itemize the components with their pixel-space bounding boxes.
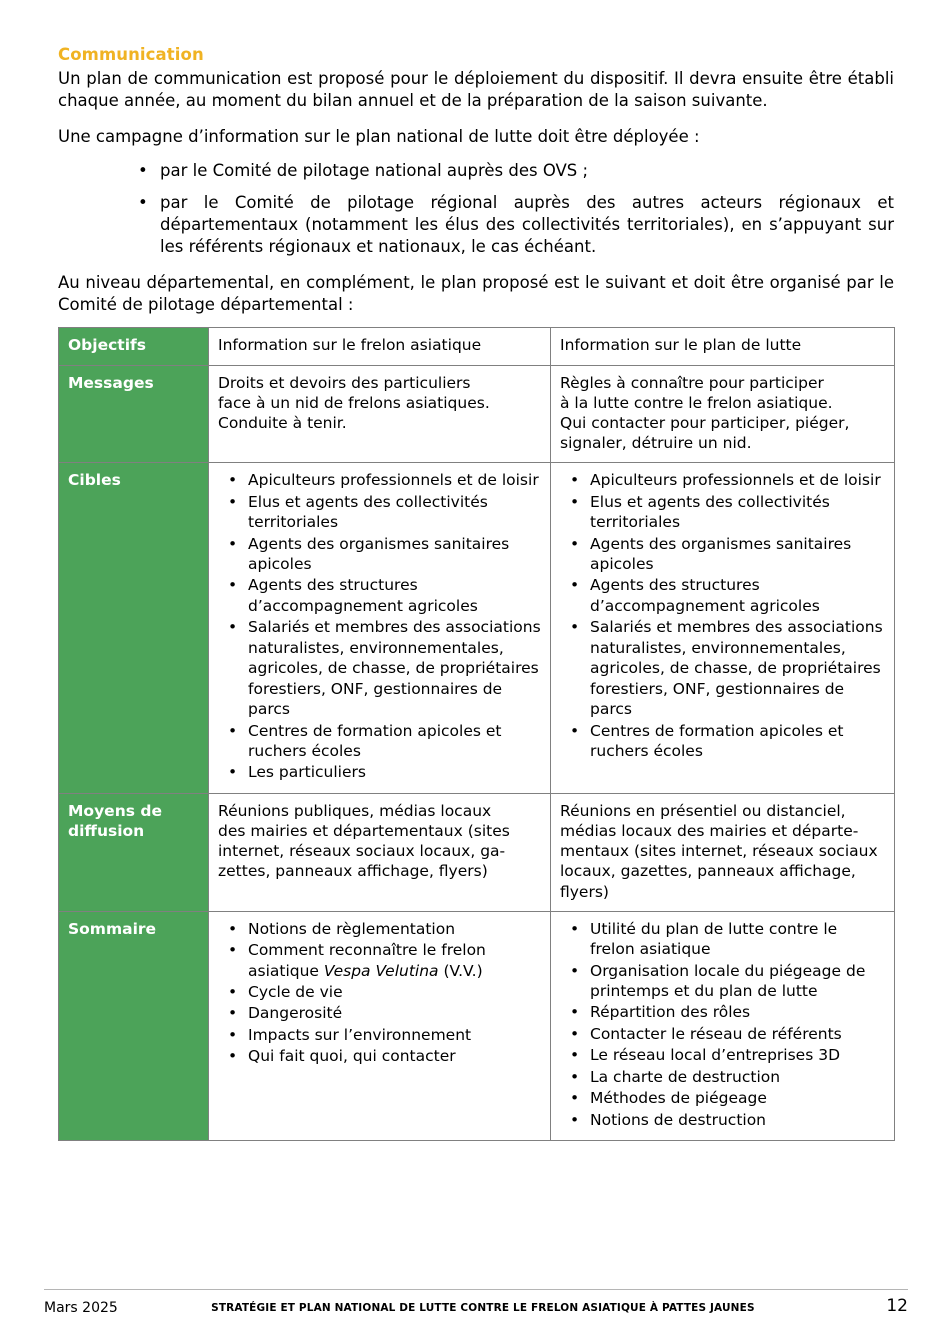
list-item: • Cycle de vie <box>218 982 541 1002</box>
cell-line: flyers) <box>560 882 609 901</box>
list-item: • Dangerosité <box>218 1003 541 1023</box>
table-row <box>59 793 895 911</box>
footer-title: STRATÉGIE ET PLAN NATIONAL DE LUTTE CONTRE LE FRELON ASIATIQUE À PATTES JAUNES <box>211 1302 755 1314</box>
list-item: • Agents des structures d’accompagnement agricoles <box>218 575 541 616</box>
cell-list <box>218 470 541 783</box>
list-item: • Centres de formation apicoles et ruchers écoles <box>560 721 885 762</box>
cell-line: mentaux (sites internet, réseaux sociaux <box>560 842 878 861</box>
intro-bullet-list <box>58 160 894 258</box>
row-header-objectifs: Objectifs <box>59 328 209 365</box>
list-item: • Impacts sur l’environnement <box>218 1025 541 1045</box>
cell-list <box>560 919 885 1131</box>
row-header-cibles: Cibles <box>59 463 209 794</box>
cell-line: des mairies et départementaux (sites <box>218 822 510 841</box>
cell-cibles-col1 <box>209 463 551 794</box>
cell-sommaire-col1 <box>209 911 551 1141</box>
row-header-messages: Messages <box>59 365 209 463</box>
section-heading: Communication <box>58 45 204 64</box>
cell-cibles-col2 <box>551 463 895 794</box>
cell-messages-col2 <box>551 365 895 463</box>
cell-line: Règles à connaître pour participer <box>560 373 824 392</box>
cell-line: zettes, panneaux affichage, flyers) <box>218 862 488 881</box>
list-item: • Agents des organismes sanitaires apicoles <box>218 534 541 575</box>
paragraph-after-bullets: Au niveau départemental, en complément, le plan proposé est le suivant et doit être organisé par le Comité de pilotage départemental : <box>58 272 894 314</box>
list-item: • Salariés et membres des associations naturalistes, environnementales, agricoles, de chasse, de propriétaires forestiers, ONF, gestionnaires de parcs <box>218 617 541 719</box>
list-item: • Centres de formation apicoles et ruchers écoles <box>218 721 541 762</box>
cell-line: à la lutte contre le frelon asiatique. <box>560 393 833 412</box>
cell-sommaire-col2 <box>551 911 895 1141</box>
table-row <box>59 463 895 794</box>
list-item: • Méthodes de piégeage <box>560 1088 885 1108</box>
cell-list <box>218 919 541 1067</box>
cell-line: Droits et devoirs des particuliers <box>218 373 471 392</box>
communication-table <box>58 327 895 1141</box>
cell-line: Conduite à tenir. <box>218 413 347 432</box>
list-item: • Utilité du plan de lutte contre le frelon asiatique <box>560 919 885 960</box>
list-item: • Contacter le réseau de référents <box>560 1024 885 1044</box>
cell-moyens-col1 <box>209 793 551 911</box>
list-item: • Le réseau local d’entreprises 3D <box>560 1045 885 1065</box>
list-item: • Notions de règlementation <box>218 919 541 939</box>
row-header-moyens-de-diffusion: Moyens de diffusion <box>59 793 209 911</box>
list-item: • par le Comité de pilotage national auprès des OVS ; <box>138 160 894 182</box>
cell-line: face à un nid de frelons asiatiques. <box>218 393 490 412</box>
table-row <box>59 328 895 365</box>
list-item: • Comment reconnaître le frelon asiatique Vespa Velutina (V.V.) <box>218 940 541 981</box>
list-item: • Agents des organismes sanitaires apicoles <box>560 534 885 575</box>
page-footer <box>0 1289 952 1316</box>
list-item: • Agents des structures d’accompagnement agricoles <box>560 575 885 616</box>
cell-line: Information sur le plan de lutte <box>560 336 802 355</box>
cell-line: Réunions en présentiel ou distanciel, <box>560 801 846 820</box>
list-item: • Notions de destruction <box>560 1110 885 1130</box>
list-item: • par le Comité de pilotage régional auprès des autres acteurs régionaux et départementaux (notamment les élus des collectivités territoriales), en s’appuyant sur les référents régionaux et nationaux, le cas échéant. <box>138 192 894 258</box>
cell-line: médias locaux des mairies et départe- <box>560 822 859 841</box>
cell-line: Qui contacter pour participer, piéger, <box>560 413 850 432</box>
list-item: • Apiculteurs professionnels et de loisir <box>218 470 541 490</box>
cell-objectifs-col1 <box>209 328 551 365</box>
list-item: • Qui fait quoi, qui contacter <box>218 1046 541 1066</box>
footer-divider <box>44 1289 908 1290</box>
list-item: • La charte de destruction <box>560 1067 885 1087</box>
cell-list <box>560 470 885 761</box>
cell-moyens-col2 <box>551 793 895 911</box>
cell-line: locaux, gazettes, panneaux affichage, <box>560 862 856 881</box>
intro-paragraph-2: Une campagne d’information sur le plan national de lutte doit être déployée : <box>58 126 700 146</box>
table-row <box>59 911 895 1141</box>
cell-line: signaler, détruire un nid. <box>560 434 752 452</box>
list-item: • Salariés et membres des associations naturalistes, environnementales, agricoles, de chasse, de propriétaires forestiers, ONF, gestionnaires de parcs <box>560 617 885 719</box>
cell-line: Réunions publiques, médias locaux <box>218 801 492 820</box>
page-number: 12 <box>886 1296 908 1316</box>
table-row <box>59 365 895 463</box>
cell-line: internet, réseaux sociaux locaux, ga- <box>218 842 506 861</box>
footer-date: Mars 2025 <box>44 1300 118 1316</box>
cell-messages-col1 <box>209 365 551 463</box>
cell-line: Information sur le frelon asiatique <box>218 336 482 355</box>
list-item: • Organisation locale du piégeage de printemps et du plan de lutte <box>560 961 885 1002</box>
list-item: • Répartition des rôles <box>560 1002 885 1022</box>
intro-paragraph-1: Un plan de communication est proposé pour le déploiement du dispositif. Il devra ensuite être établi chaque année, au moment du bilan annuel et de la préparation de la saison suivante. <box>58 69 894 110</box>
list-item: • Elus et agents des collectivités territoriales <box>218 492 541 533</box>
list-item: • Les particuliers <box>218 762 541 782</box>
cell-objectifs-col2 <box>551 328 895 365</box>
row-header-sommaire: Sommaire <box>59 911 209 1141</box>
list-item: • Elus et agents des collectivités territoriales <box>560 492 885 533</box>
list-item: • Apiculteurs professionnels et de loisir <box>560 470 885 490</box>
